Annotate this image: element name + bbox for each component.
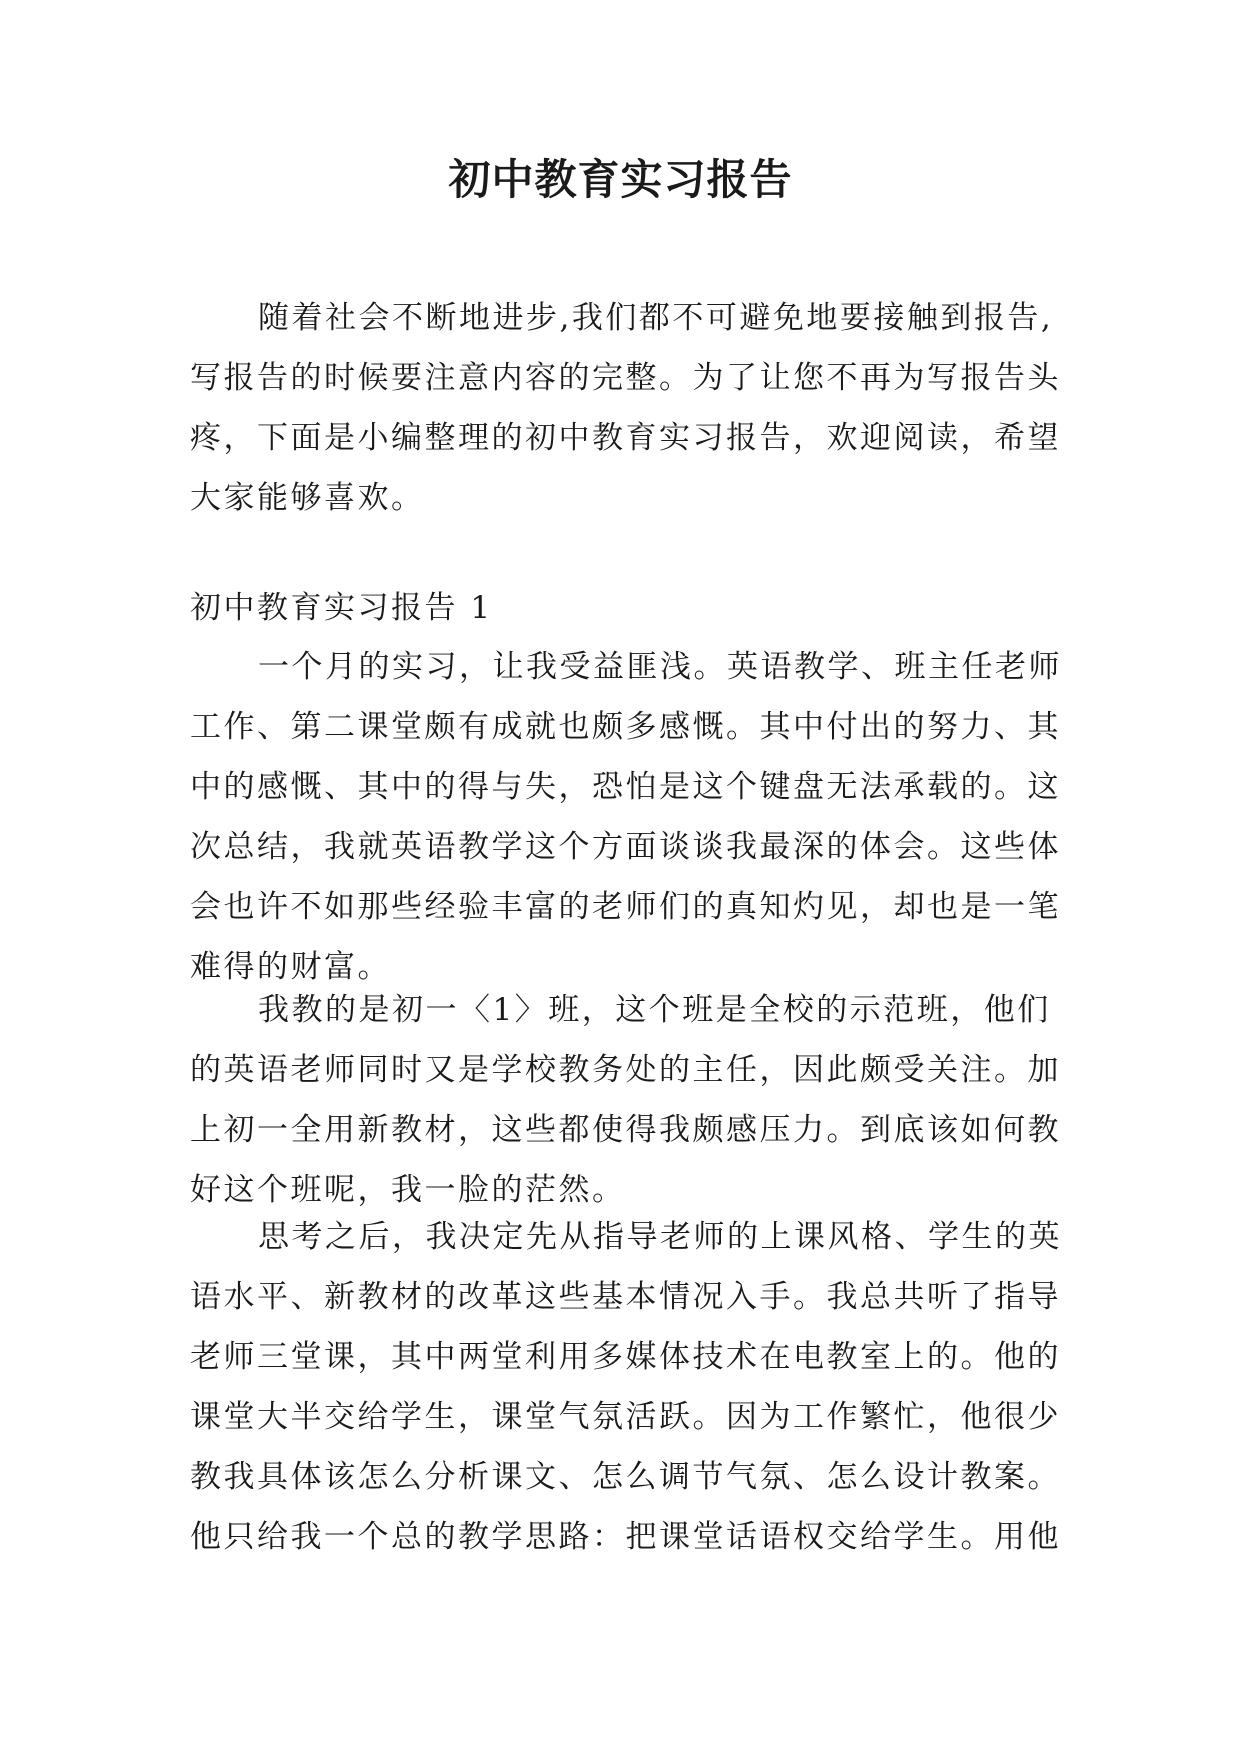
- paragraph-2: [190, 980, 1061, 1220]
- paragraph-line: 思考之后，我决定先从指导老师的上课风格、学生的英: [258, 1219, 1062, 1255]
- paragraph-line: 课堂大半交给学生，课堂气氛活跃。因为工作繁忙，他很少: [190, 1399, 1061, 1435]
- intro-line: 随着社会不断地进步,我们都不可避免地要接触到报告,: [258, 300, 1054, 336]
- paragraph-line: 难得的财富。: [190, 949, 391, 985]
- paragraph-line: 一个月的实习，让我受益匪浅。英语教学、班主任老师: [258, 649, 1062, 685]
- intro-line: 疼，下面是小编整理的初中教育实习报告，欢迎阅读，希望: [190, 420, 1061, 456]
- paragraph-line: 他只给我一个总的教学思路：把课堂话语权交给学生。用他: [190, 1519, 1061, 1555]
- intro-line: 大家能够喜欢。: [190, 480, 425, 516]
- paragraph-line: 会也许不如那些经验丰富的老师们的真知灼见，却也是一笔: [190, 889, 1061, 925]
- paragraph-line: 的英语老师同时又是学校教务处的主任，因此颇受关注。加: [190, 1052, 1061, 1088]
- paragraph-line: 好这个班呢，我一脸的茫然。: [190, 1172, 626, 1208]
- paragraph-3: [190, 1207, 1062, 1567]
- paragraph-line: 我教的是初一〈1〉班，这个班是全校的示范班，他们: [258, 992, 1051, 1028]
- paragraph-1: [190, 637, 1062, 997]
- section-heading-text: 初中教育实习报告 1: [190, 590, 493, 626]
- paragraph-line: 上初一全用新教材，这些都使得我颇感压力。到底该如何教: [190, 1112, 1061, 1148]
- paragraph-line: 老师三堂课，其中两堂利用多媒体技术在电教室上的。他的: [190, 1339, 1061, 1375]
- paragraph-line: 中的感慨、其中的得与失，恐怕是这个键盘无法承载的。这: [190, 769, 1061, 805]
- intro-line: 写报告的时候要注意内容的完整。为了让您不再为写报告头: [190, 360, 1061, 396]
- paragraph-line: 语水平、新教材的改革这些基本情况入手。我总共听了指导: [190, 1279, 1061, 1315]
- intro-paragraph: [190, 288, 1061, 528]
- section-heading: [190, 578, 1058, 638]
- paragraph-line: 工作、第二课堂颇有成就也颇多感慨。其中付出的努力、其: [190, 709, 1061, 745]
- paragraph-line: 教我具体该怎么分析课文、怎么调节气氛、怎么设计教案。: [190, 1459, 1061, 1495]
- paragraph-line: 次总结，我就英语教学这个方面谈谈我最深的体会。这些体: [190, 829, 1061, 865]
- document-title: 初中教育实习报告: [448, 155, 793, 204]
